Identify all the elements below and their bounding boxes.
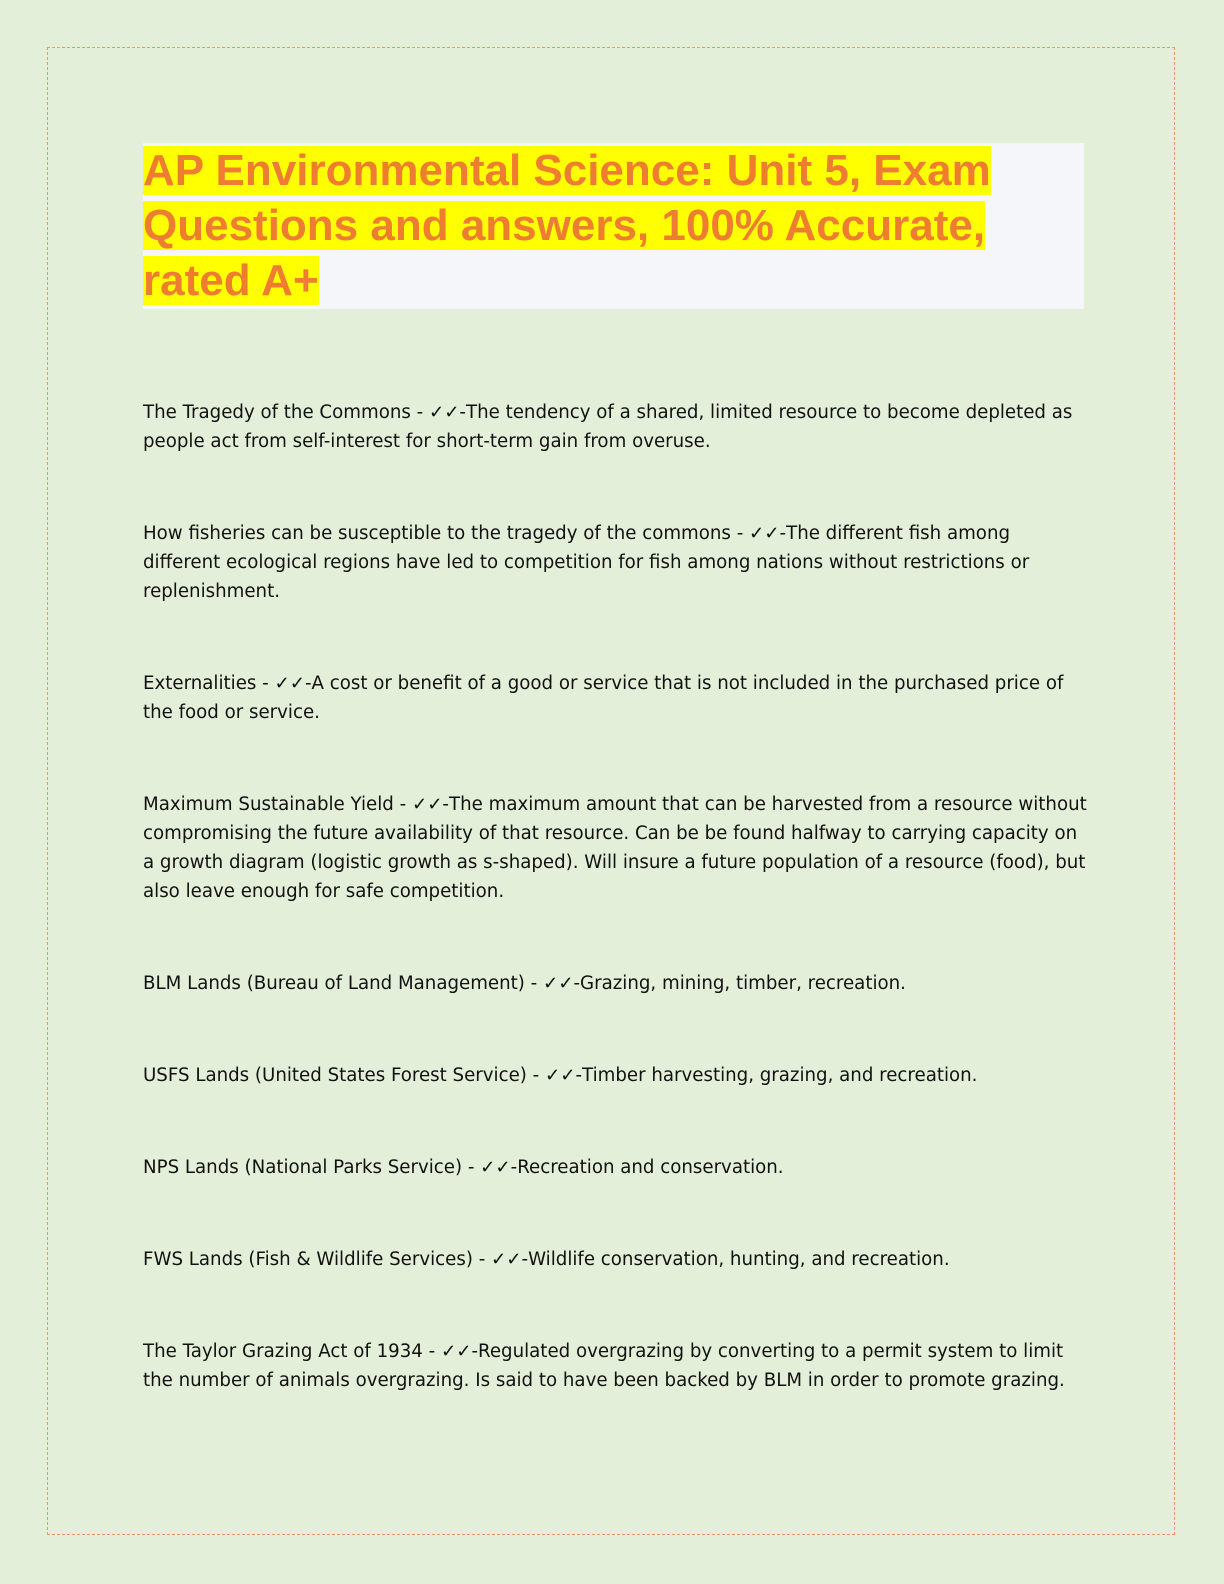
- document-title: [143, 143, 1084, 308]
- check-icon: - ✓✓-: [462, 1157, 518, 1178]
- entry-term: NPS Lands (National Parks Service): [143, 1157, 463, 1178]
- entry-definition: Wildlife conservation, hunting, and recreation.: [528, 1249, 950, 1270]
- entry-definition: Timber harvesting, grazing, and recreation.: [582, 1065, 978, 1086]
- qa-entry: [143, 519, 1088, 606]
- entry-term: FWS Lands (Fish & Wildlife Services): [143, 1249, 473, 1270]
- entry-term: USFS Lands (United States Forest Service): [143, 1065, 527, 1086]
- entry-term: The Tragedy of the Commons: [143, 402, 411, 423]
- entry-definition: The maximum amount that can be harvested from a resource without compromising the future availability of that resource. Can be be found halfway to carrying capacity on a growth diagram (logistic growth as s-shaped). Will insure a future population of a resource (food), but also leave enough for safe competition.: [143, 794, 1087, 902]
- qa-entry: [143, 1337, 1088, 1395]
- qa-entry: [143, 1245, 1088, 1274]
- qa-entry: [143, 1153, 1088, 1182]
- qa-entry: [143, 969, 1088, 998]
- entry-term: How fisheries can be susceptible to the tragedy of the commons: [143, 523, 731, 544]
- entry-term: BLM Lands (Bureau of Land Management): [143, 973, 525, 994]
- entry-definition: Recreation and conservation.: [517, 1157, 784, 1178]
- entry-definition: Grazing, mining, timber, recreation.: [580, 973, 906, 994]
- entry-term: The Taylor Grazing Act of 1934: [143, 1341, 423, 1362]
- check-icon: - ✓✓-: [730, 523, 787, 544]
- check-icon: - ✓✓-: [422, 1341, 479, 1362]
- entry-definition: The tendency of a shared, limited resource to become depleted as people act from self-interest for short-term gain from overuse.: [143, 402, 1073, 452]
- title-line: rated A+: [143, 256, 319, 305]
- qa-entry: [143, 1061, 1088, 1090]
- check-icon: - ✓✓-: [472, 1249, 529, 1270]
- check-icon: - ✓✓-: [524, 973, 581, 994]
- entry-term: Maximum Sustainable Yield: [143, 794, 394, 815]
- check-icon: - ✓✓-: [526, 1065, 583, 1086]
- qa-list: [143, 398, 1088, 1395]
- qa-entry: [143, 790, 1088, 906]
- qa-entry: [143, 669, 1088, 727]
- check-icon: - ✓✓-: [256, 673, 312, 694]
- title-line: Questions and answers, 100% Accurate,: [143, 201, 986, 250]
- check-icon: - ✓✓-: [393, 794, 449, 815]
- qa-entry: [143, 398, 1088, 456]
- title-line: AP Environmental Science: Unit 5, Exam: [143, 146, 991, 195]
- entry-definition: Regulated overgrazing by converting to a permit system to limit the number of animals overgrazing. Is said to have been backed by BLM in order to promote grazing.: [143, 1341, 1065, 1391]
- title-block: [143, 143, 1084, 309]
- check-icon: - ✓✓-: [410, 402, 466, 423]
- entry-definition: A cost or benefit of a good or service that is not included in the purchased price of the food or service.: [143, 673, 1064, 723]
- entry-term: Externalities: [143, 673, 257, 694]
- entry-definition: The different fish among different ecological regions have led to competition for fish among nations without restrictions or replenishment.: [143, 523, 1030, 602]
